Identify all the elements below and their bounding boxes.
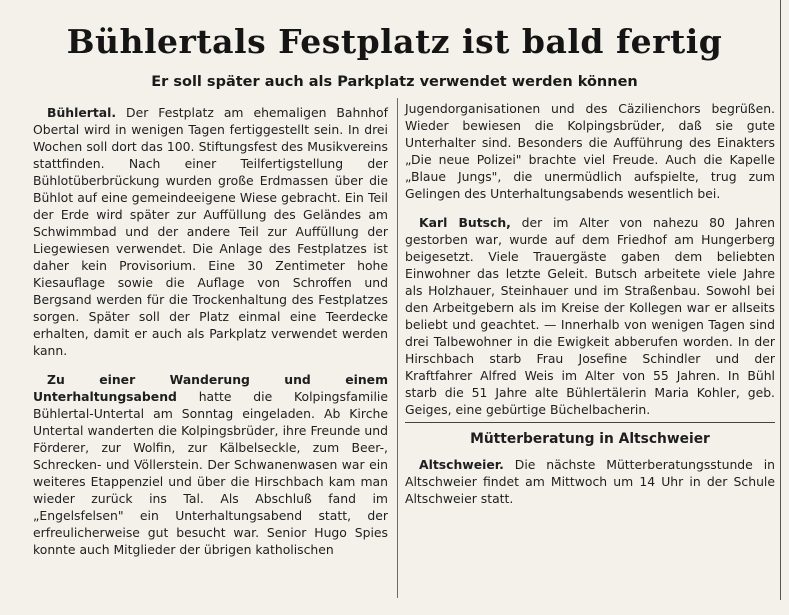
article-festplatz <box>33 104 388 359</box>
right-column <box>405 100 775 507</box>
section-rule <box>405 422 775 423</box>
muetterberatung-text: Die nächste Mütterberatungsstunde in Altschweier findet am Mittwoch um 14 Uhr in der Schule Altschweier statt. <box>405 457 775 506</box>
festplatz-text: Der Festplatz am ehemaligen Bahnhof Obertal wird in wenigen Tagen fertiggestellt sein. In drei Wochen soll dort das 100. Stiftungsfest des Musikvereins stattfinden. Nach einer Teilfertigstellung der Bühlotüberbrückung wurden große Erdmassen über die Bühlot auf eine gemeindeeigene Wiese gebracht. Ein Teil der Erde wird später zur Auffüllung des Geländes am Schwimmbad und der andere Teil zur Auffüllung der Liegewiesen verwendet. Die Anlage des Festplatzes ist daher kein Provisorium. Eine 30 Zentimeter hohe Kiesauflage sowie die Auflage von Schroffen und Bergsand werden für die Trockenhaltung des Festplatzes sorgen. Später soll der Platz einmal eine Teerdecke erhalten, damit er auch als Parkplatz verwendet werden kann. <box>33 105 388 358</box>
left-column <box>33 104 388 558</box>
butsch-text: der im Alter von nahezu 80 Jahren gestorben war, wurde auf dem Friedhof am Hungerberg beigesetzt. Viele Trauergäste gaben dem beliebten Einwohner das letzte Geleit. Butsch arbeitete viele Jahre als Holzhauer, Steinhauer und im Straßenbau. Sowohl bei den Arbeitgebern als im Kreise der Kollegen war er allseits beliebt und geachtet. — Innerhalb von wenigen Tagen sind drei Talbewohner in die Ewigkeit abberufen worden. In der Hirschbach starb Frau Josefine Schindler und der Kraftfahrer Alfred Weis im Alter von 55 Jahren. In Bühl starb die 51 Jahre alte Bühlertälerin Maria Kohler, geb. Geiges, eine gebürtige Büchelbacherin. <box>405 215 775 417</box>
column-divider <box>397 98 398 598</box>
article-kolping <box>33 371 388 558</box>
article-muetterberatung <box>405 456 775 507</box>
subheadline: Er soll später auch als Parkplatz verwendet werden können <box>151 74 638 90</box>
clipping-edge <box>780 0 781 600</box>
dateline-buehlertal: Bühlertal. <box>47 105 117 120</box>
butsch-lead: Karl Butsch, <box>419 215 511 230</box>
section-heading-muetterberatung: Mütterberatung in Altschweier <box>470 431 710 447</box>
dateline-altschweier: Altschweier. <box>419 457 504 472</box>
headline: Bühlertals Festplatz ist bald fertig <box>66 22 723 61</box>
article-butsch <box>405 214 775 418</box>
kolping-lead: Zu einer Wanderung und einem Unterhaltungsabend <box>33 372 388 404</box>
kolping-continuation: Jugendorganisationen und des Cäzilienchors begrüßen. Wieder bewiesen die Kolpingsbrüder, daß sie gute Unterhalter sind. Besonders die Aufführung des Einakters „Die neue Polizei" brachte viel Freude. Auch die Kapelle „Blaue Jungs", die unermüdlich aufspielte, trug zum Gelingen des Unterhaltungsabends wesentlich bei. <box>405 101 775 201</box>
kolping-text: hatte die Kolpingsfamilie Bühlertal-Untertal am Sonntag eingeladen. Ab Kirche Untertal wanderten die Kolpingsbrüder, ihre Freunde und Förderer, zur Wolfin, zur Kälbelseckle, zum Beer-, Schrecken- und Völlerstein. Der Schwanenwasen war ein weiteres Etappenziel und über die Hirschbach kam man wieder zurück ins Tal. Als Abschluß fand im „Engelsfelsen" ein Unterhaltungsabend statt, der erfreulicherweise gut besucht war. Senior Hugo Spies konnte auch Mitglieder der übrigen katholischen <box>33 389 388 557</box>
